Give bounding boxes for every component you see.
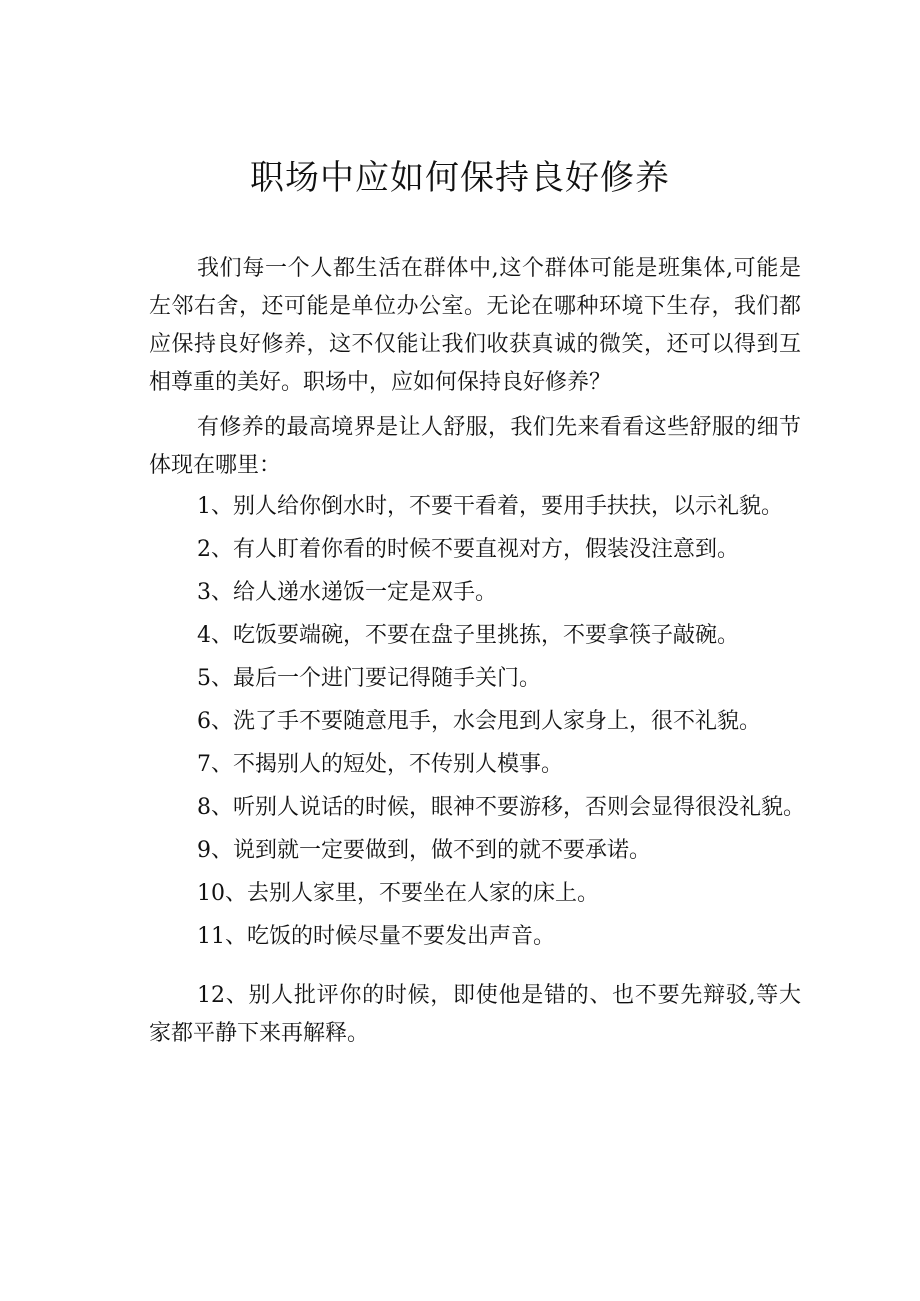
list-item: 7、不揭别人的短处，不传别人模事。 (197, 752, 563, 777)
list-item: 3、给人递水递饭一定是双手。 (197, 580, 497, 605)
list-item: 2、有人盯着你看的时候不要直视对方，假装没注意到。 (197, 537, 739, 562)
etiquette-list (149, 485, 805, 958)
list-item: 11、吃饭的时候尽量不要发出声音。 (197, 924, 555, 949)
list-item: 1、别人给你倒水时，不要干看着，要用手扶扶，以示礼貌。 (197, 494, 783, 519)
document-body (149, 250, 805, 1053)
details-intro-paragraph: 有修养的最高境界是让人舒服，我们先来看看这些舒服的细节体现在哪里： (149, 415, 801, 478)
intro-paragraph: 我们每一个人都生活在群体中,这个群体可能是班集体,可能是左邻右舍，还可能是单位办公室。无论在哪种环境下生存，我们都应保持良好修养，这不仅能让我们收获真诚的微笑，还可以得到互相尊重的美好。职场中，应如何保持良好修养？ (149, 256, 801, 395)
list-item: 6、洗了手不要随意甩手，水会甩到人家身上，很不礼貌。 (197, 709, 761, 734)
list-item: 10、去别人家里，不要坐在人家的床上。 (197, 881, 599, 906)
list-item: 5、最后一个进门要记得随手关门。 (197, 666, 541, 691)
list-item: 4、吃饭要端碗，不要在盘子里挑拣，不要拿筷子敲碗。 (197, 623, 739, 648)
list-item: 8、听别人说话的时候，眼神不要游移，否则会显得很没礼貌。 (197, 795, 805, 820)
final-item-paragraph: 12、别人批评你的时候，即使他是错的、也不要先辩驳,等大家都平静下来再解释。 (149, 983, 801, 1046)
list-item: 9、说到就一定要做到，做不到的就不要承诺。 (197, 838, 651, 863)
document-title: 职场中应如何保持良好修养 (250, 158, 670, 198)
